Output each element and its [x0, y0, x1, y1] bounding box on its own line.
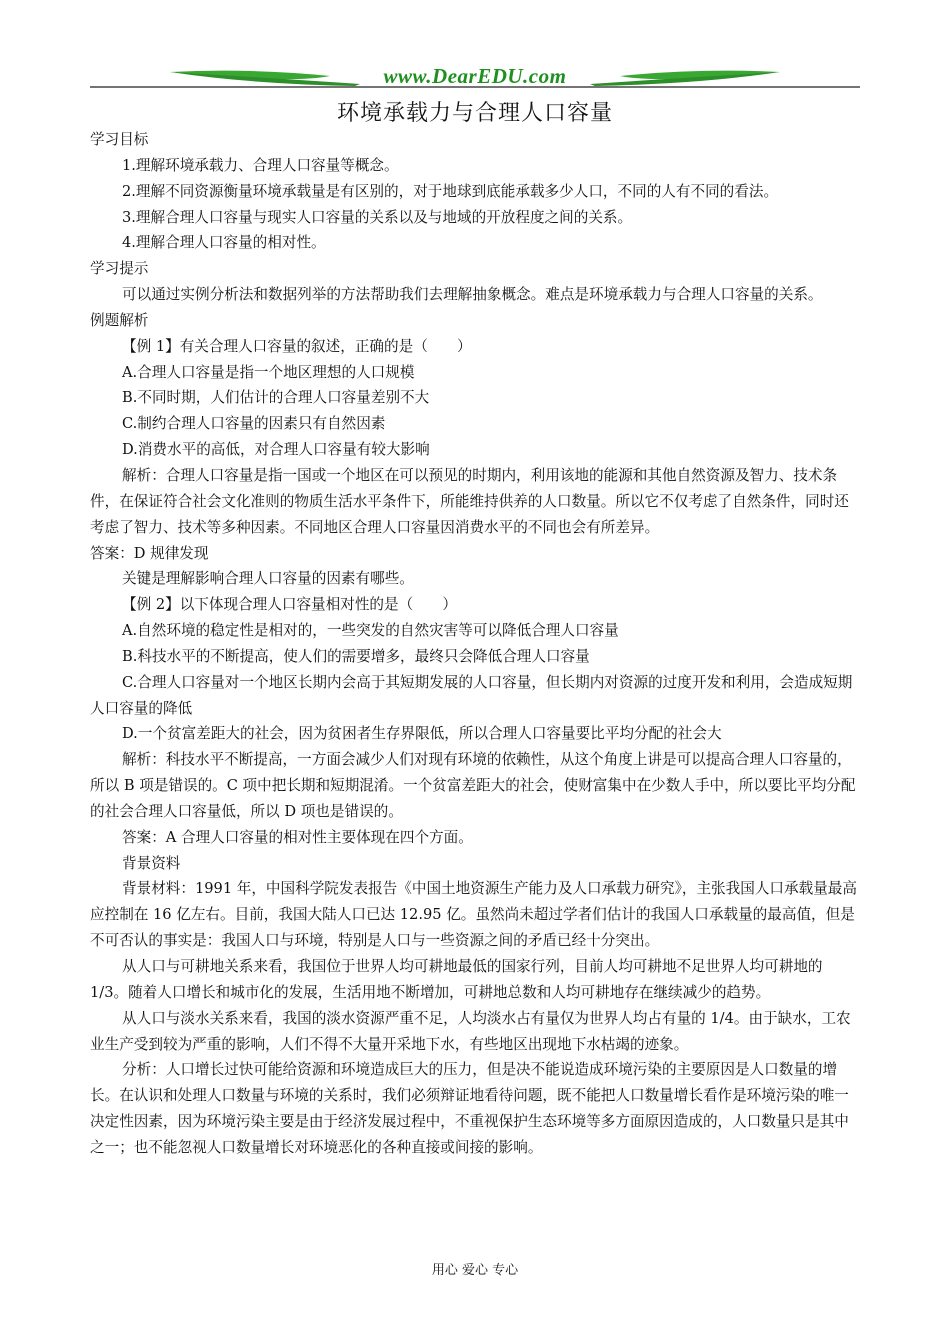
- document-body: [90, 127, 862, 1161]
- page-footer: 用心 爱心 专心: [431, 1263, 519, 1278]
- body-paragraph: 解析：科技水平不断提高，一方面会减少人们对现有环境的依赖性，从这个角度上讲是可以提高合理人口容量的，所以 B 项是错误的。C 项中把长期和短期混淆。一个贫富差距大的社会，使财富集中在少数人手中，所以要比平均分配的社会合理人口容量低，所以 D 项也是错误的。: [90, 751, 856, 820]
- body-paragraph: 解析：合理人口容量是指一国或一个地区在可以预见的时期内，利用该地的能源和其他自然资源及智力、技术条件，在保证符合社会文化准则的物质生活水平条件下，所能维持供养的人口数量。所以它不仅考虑了自然条件，同时还考虑了智力、技术等多种因素。不同地区合理人口容量因消费水平的不同也会有所差异。: [90, 466, 849, 536]
- body-paragraph: 【例 2】以下体现合理人口容量相对性的是（ ）: [122, 596, 457, 614]
- body-paragraph: B.不同时期，人们估计的合理人口容量差别不大: [122, 389, 430, 407]
- section-heading: 答案：D 规律发现: [90, 544, 209, 562]
- body-paragraph: 可以通过实例分析法和数据列举的方法帮助我们去理解抽象概念。难点是环境承载力与合理人口容量的关系。: [122, 286, 823, 304]
- body-paragraph: 1.理解环境承载力、合理人口容量等概念。: [122, 156, 399, 174]
- body-paragraph: 4.理解合理人口容量的相对性。: [122, 234, 326, 252]
- body-paragraph: C.合理人口容量对一个地区长期内会高于其短期发展的人口容量，但长期内对资源的过度开发和利用，会造成短期人口容量的降低: [90, 673, 853, 717]
- section-heading: 学习目标: [90, 131, 149, 148]
- body-paragraph: A.合理人口容量是指一个地区理想的人口规模: [122, 363, 415, 381]
- section-heading: 例题解析: [90, 311, 149, 329]
- body-paragraph: 分析：人口增长过快可能给资源和环境造成巨大的压力，但是决不能说造成环境污染的主要原因是人口数量的增长。在认识和处理人口数量与环境的关系时，我们必须辩证地看待问题，既不能把人口数量增长看作是环境污染的唯一决定性因素，因为环境污染主要是由于经济发展过程中，不重视保护生态环境等多方面原因造成的，人口数量只是其中之一；也不能忽视人口数量增长对环境恶化的各种直接或间接的影响。: [90, 1061, 849, 1156]
- body-paragraph: 从人口与可耕地关系来看，我国位于世界人均可耕地最低的国家行列，目前人均可耕地不足世界人均可耕地的 1/3。随着人口增长和城市化的发展，生活用地不断增加，可耕地总数和人均可耕地存在继续减少的趋势。: [90, 958, 823, 1001]
- site-logo-text: www.DearEDU.com: [383, 64, 567, 88]
- body-paragraph: 【例 1】有关合理人口容量的叙述，正确的是（ ）: [122, 337, 472, 355]
- section-heading: 学习提示: [90, 260, 149, 278]
- body-paragraph: 从人口与淡水关系来看，我国的淡水资源严重不足，人均淡水占有量仅为世界人均占有量的 1/4。由于缺水，工农业生产受到较为严重的影响，人们不得不大量开采地下水，有些地区出现地下水枯竭的迹象。: [90, 1009, 851, 1053]
- body-paragraph: A.自然环境的稳定性是相对的，一些突发的自然灾害等可以降低合理人口容量: [122, 622, 619, 640]
- document-title: 环境承载力与合理人口容量: [336, 101, 613, 126]
- body-paragraph: 背景资料: [122, 854, 181, 872]
- body-paragraph: 答案：A 合理人口容量的相对性主要体现在四个方面。: [122, 828, 473, 846]
- body-paragraph: D.一个贫富差距大的社会，因为贫困者生存界限低，所以合理人口容量要比平均分配的社会大: [122, 725, 722, 743]
- body-paragraph: B.科技水平的不断提高，使人们的需要增多，最终只会降低合理人口容量: [122, 647, 590, 665]
- body-paragraph: C.制约合理人口容量的因素只有自然因素: [122, 415, 386, 433]
- body-paragraph: D.消费水平的高低，对合理人口容量有较大影响: [122, 441, 430, 459]
- body-paragraph: 3.理解合理人口容量与现实人口容量的关系以及与地域的开放程度之间的关系。: [122, 208, 633, 226]
- body-paragraph: 关键是理解影响合理人口容量的因素有哪些。: [122, 570, 414, 588]
- page-header: [90, 62, 860, 92]
- body-paragraph: 背景材料：1991 年，中国科学院发表报告《中国土地资源生产能力及人口承载力研究》，主张我国人口承载量最高应控制在 16 亿左右。目前，我国大陆人口已达 12.95 亿。虽然尚未超过学者们估计的我国人口承载量的最高值，但是不可否认的事实是：我国人口与环境，特别是人口与一些资源之间的矛盾已经十分突出。: [90, 880, 857, 950]
- body-paragraph: 2.理解不同资源衡量环境承载量是有区别的，对于地球到底能承载多少人口，不同的人有不同的看法。: [122, 182, 779, 200]
